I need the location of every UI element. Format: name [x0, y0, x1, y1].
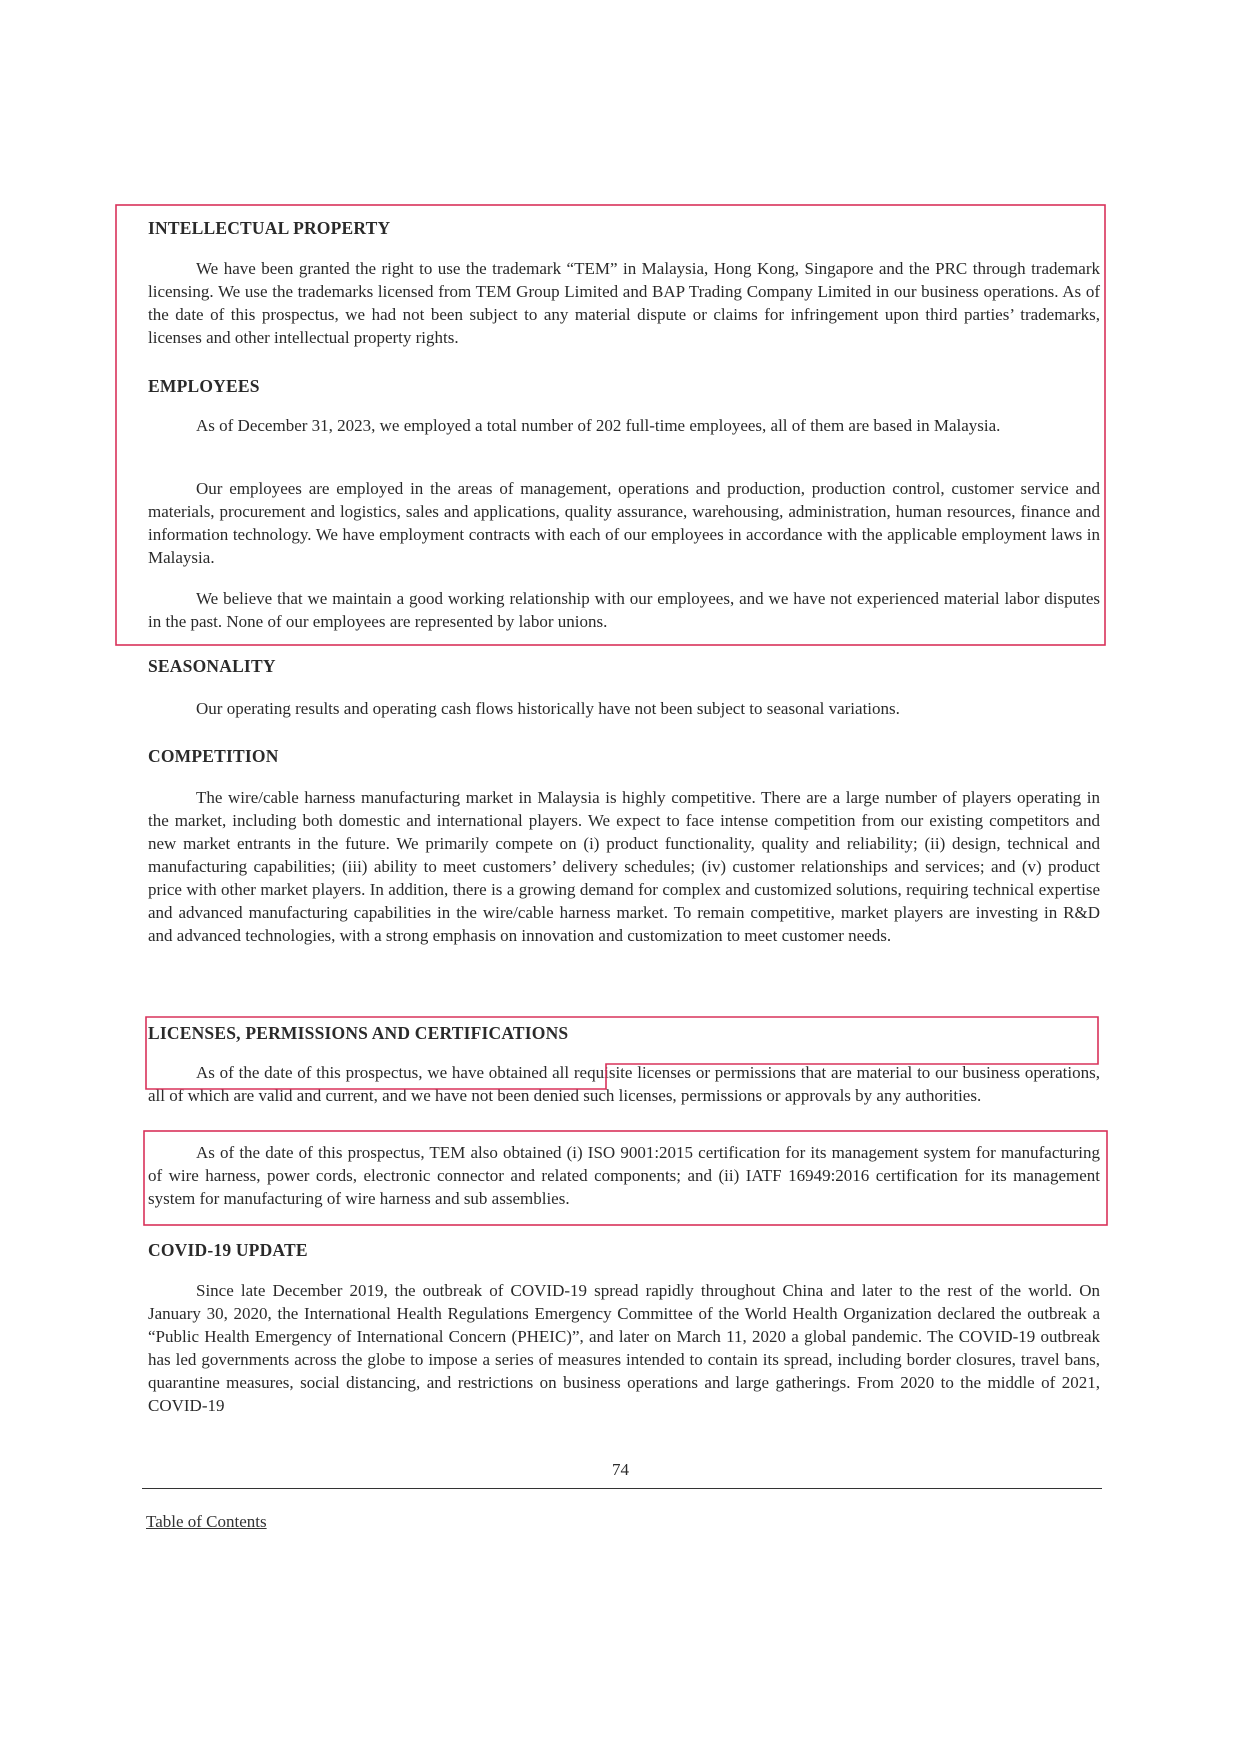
- paragraph: As of the date of this prospectus, we have obtained all requisite licenses or permissions that are material to our business operations, all of which are valid and current, and we have not been denied such licenses, permissions or approvals by any authorities.: [148, 1063, 1100, 1105]
- paragraph: Our employees are employed in the areas of management, operations and production, production control, customer service and materials, procurement and logistics, sales and applications, quality assurance, warehousing, administration, human resources, finance and information technology. We have employment contracts with each of our employees in accordance with the applicable employment laws in Malaysia.: [148, 479, 1100, 567]
- paragraph: As of the date of this prospectus, TEM also obtained (i) ISO 9001:2015 certification for its management system for manufacturing of wire harness, power cords, electronic connector and related components; and (ii) IATF 16949:2016 certification for its management system for manufacturing of wire harness and sub assemblies.: [148, 1143, 1100, 1208]
- heading-employees: EMPLOYEES: [148, 376, 260, 396]
- paragraph: Since late December 2019, the outbreak of COVID-19 spread rapidly throughout China and later to the rest of the world. On January 30, 2020, the International Health Regulations Emergency Committee of the World Health Organization declared the outbreak a “Public Health Emergency of International Concern (PHEIC)”, and later on March 11, 2020 a global pandemic. The COVID-19 outbreak has led governments across the globe to impose a series of measures intended to contain its spread, including border closures, travel bans, quarantine measures, social distancing, and restrictions on business operations and large gatherings. From 2020 to the middle of 2021, COVID-19: [148, 1281, 1100, 1415]
- heading-covid-update: COVID-19 UPDATE: [148, 1240, 308, 1260]
- paragraph: The wire/cable harness manufacturing market in Malaysia is highly competitive. There are a large number of players operating in the market, including both domestic and international players. We expect to face intense competition from our existing competitors and new market entrants in the future. We primarily compete on (i) product functionality, quality and reliability; (ii) design, technical and manufacturing capabilities; (iii) ability to meet customers’ delivery schedules; (iv) customer relationships and services; and (v) product price with other market players. In addition, there is a growing demand for complex and customized solutions, requiring technical expertise and advanced manufacturing capabilities in the wire/cable harness market. To remain competitive, market players are investing in R&D and advanced technologies, with a strong emphasis on innovation and customization to meet customer needs.: [148, 788, 1100, 945]
- paragraph: We believe that we maintain a good working relationship with our employees, and we have not experienced material labor disputes in the past. None of our employees are represented by labor unions.: [148, 589, 1100, 631]
- paragraph: We have been granted the right to use the trademark “TEM” in Malaysia, Hong Kong, Singapore and the PRC through trademark licensing. We use the trademarks licensed from TEM Group Limited and BAP Trading Company Limited in our business operations. As of the date of this prospectus, we had not been subject to any material dispute or claims for infringement upon third parties’ trademarks, licenses and other intellectual property rights.: [148, 259, 1100, 347]
- heading-licenses: LICENSES, PERMISSIONS AND CERTIFICATIONS: [148, 1023, 569, 1043]
- paragraph: As of December 31, 2023, we employed a total number of 202 full-time employees, all of them are based in Malaysia.: [196, 416, 1001, 435]
- footer-divider: [142, 1488, 1102, 1489]
- page-number: 74: [612, 1460, 629, 1479]
- heading-intellectual-property: INTELLECTUAL PROPERTY: [148, 218, 391, 238]
- table-of-contents-link[interactable]: Table of Contents: [146, 1512, 267, 1531]
- heading-seasonality: SEASONALITY: [148, 656, 276, 676]
- paragraph: Our operating results and operating cash flows historically have not been subject to seasonal variations.: [196, 699, 900, 718]
- heading-competition: COMPETITION: [148, 746, 279, 766]
